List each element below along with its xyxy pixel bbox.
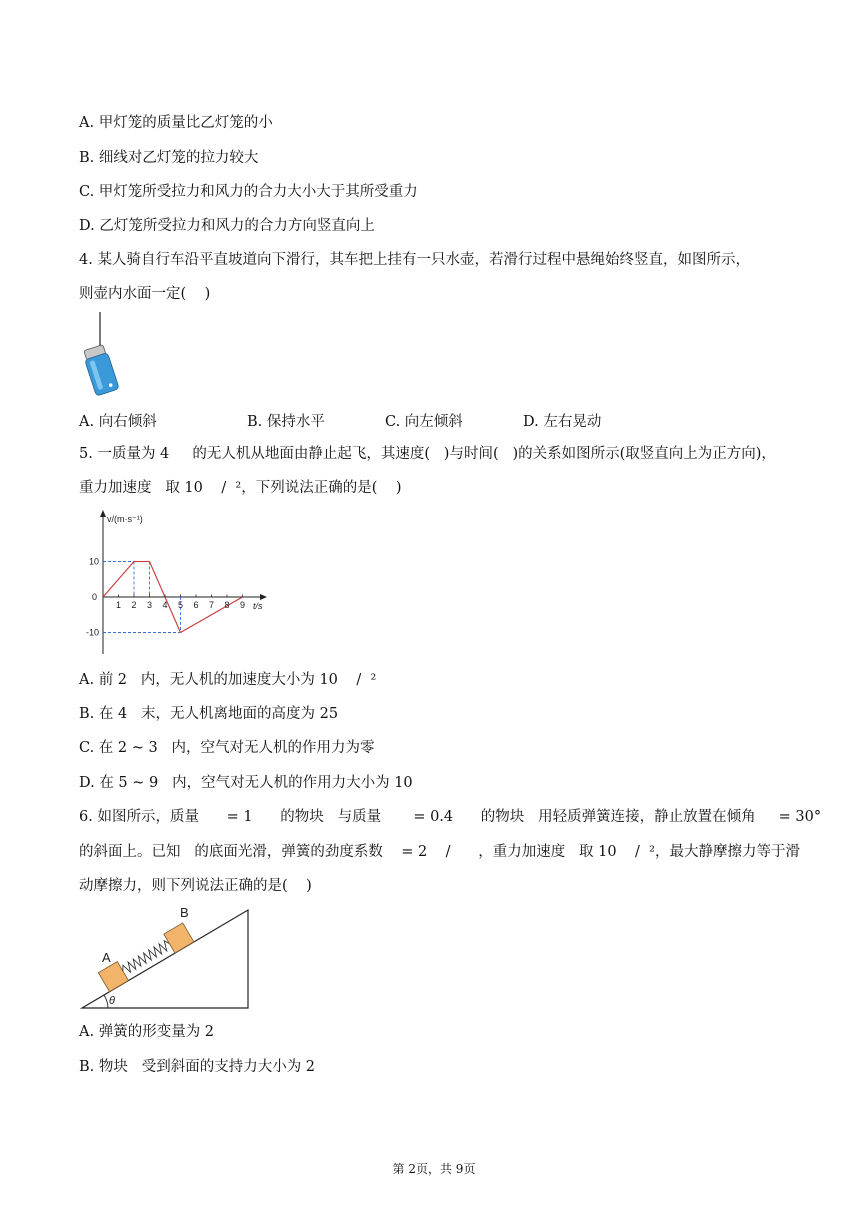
page-footer: 第 2页，共 9页 xyxy=(392,1162,476,1176)
q3-option-d: D. 乙灯笼所受拉力和风力的合力方向竖直向上 xyxy=(79,218,375,234)
q4-stem-line1: 4. 某人骑自行车沿平直坡道向下滑行，其车把上挂有一只水壶，若滑行过程中悬绳始终竖直，如图所示， xyxy=(79,252,750,268)
q4-option-d: D. 左右晃动 xyxy=(523,414,602,430)
x-tick-label-8: 8 xyxy=(224,600,230,610)
x-tick-label-5: 5 xyxy=(177,600,184,610)
q6-option-b: B. 物块 受到斜面的支持力大小为 2 xyxy=(79,1059,316,1075)
q5-stem-line1: 5. 一质量为 4 的无人机从地面由静止起飞，其速度( )与时间( )的关系如图所示(取竖直向上为正方向)， xyxy=(79,446,776,462)
x-axis-arrow xyxy=(260,594,267,600)
theta-arc xyxy=(104,995,108,1008)
q6-option-a: A. 弹簧的形变量为 2 xyxy=(79,1024,215,1040)
x-tick-label-7: 7 xyxy=(208,600,215,610)
incline-figure xyxy=(78,900,258,1012)
x-tick-label-2: 2 xyxy=(131,600,137,610)
q6-stem-line1: 6. 如图所示，质量 = 1 的物块 与质量 = 0.4 的物块 用轻质弹簧连接，静止放置在倾角 = 30° xyxy=(79,809,822,825)
q4-option-a: A. 向右倾斜 xyxy=(79,414,157,430)
y-tick-label--10: -10 xyxy=(85,627,99,638)
q6-stem-line2: 的斜面上。已知 的底面光滑，弹簧的劲度系数 = 2 / ，重力加速度 取 10 / ²，最大静摩擦力等于滑 xyxy=(79,844,800,860)
x-tick-label-1: 1 xyxy=(115,600,122,610)
x-tick-label-9: 9 xyxy=(239,600,246,610)
q4-options xyxy=(79,410,679,428)
y-tick-label-0: 0 xyxy=(91,592,97,602)
q3-option-b: B. 细线对乙灯笼的拉力较大 xyxy=(79,150,259,166)
block-a-label: A xyxy=(102,950,111,965)
x-tick-label-6: 6 xyxy=(193,600,199,610)
y-axis-label: v/(m·s⁻¹) xyxy=(107,514,143,524)
q4-stem-line2: 则壶内水面一定( ) xyxy=(79,286,211,302)
velocity-time-graph xyxy=(75,508,275,658)
x-axis-label: t/s xyxy=(253,601,263,611)
q5-option-a: A. 前 2 内，无人机的加速度大小为 10 / ² xyxy=(79,672,377,688)
y-axis-arrow xyxy=(100,510,106,517)
block-b-label: B xyxy=(180,905,189,920)
q4-option-b: B. 保持水平 xyxy=(247,414,325,430)
x-tick-label-3: 3 xyxy=(146,600,153,610)
q6-stem-line3: 动摩擦力，则下列说法正确的是( ) xyxy=(79,878,312,894)
q5-option-b: B. 在 4 末，无人机离地面的高度为 25 xyxy=(79,706,339,722)
q5-option-c: C. 在 2 ~ 3 内，空气对无人机的作用力为零 xyxy=(79,740,375,756)
q3-option-a: A. 甲灯笼的质量比乙灯笼的小 xyxy=(79,115,273,131)
x-tick-label-4: 4 xyxy=(162,600,168,610)
water-bottle-figure xyxy=(80,312,130,402)
q3-option-c: C. 甲灯笼所受拉力和风力的合力大小大于其所受重力 xyxy=(79,184,418,200)
q5-option-d: D. 在 5 ~ 9 内，空气对无人机的作用力大小为 10 xyxy=(79,775,413,791)
block-b xyxy=(164,923,194,953)
series-segment xyxy=(103,562,134,598)
q4-option-c: C. 向左倾斜 xyxy=(385,414,463,430)
theta-label: θ xyxy=(109,995,115,1007)
y-tick-label-10: 10 xyxy=(88,556,99,567)
q5-stem-line2: 重力加速度 取 10 / ²，下列说法正确的是( ) xyxy=(79,480,402,496)
